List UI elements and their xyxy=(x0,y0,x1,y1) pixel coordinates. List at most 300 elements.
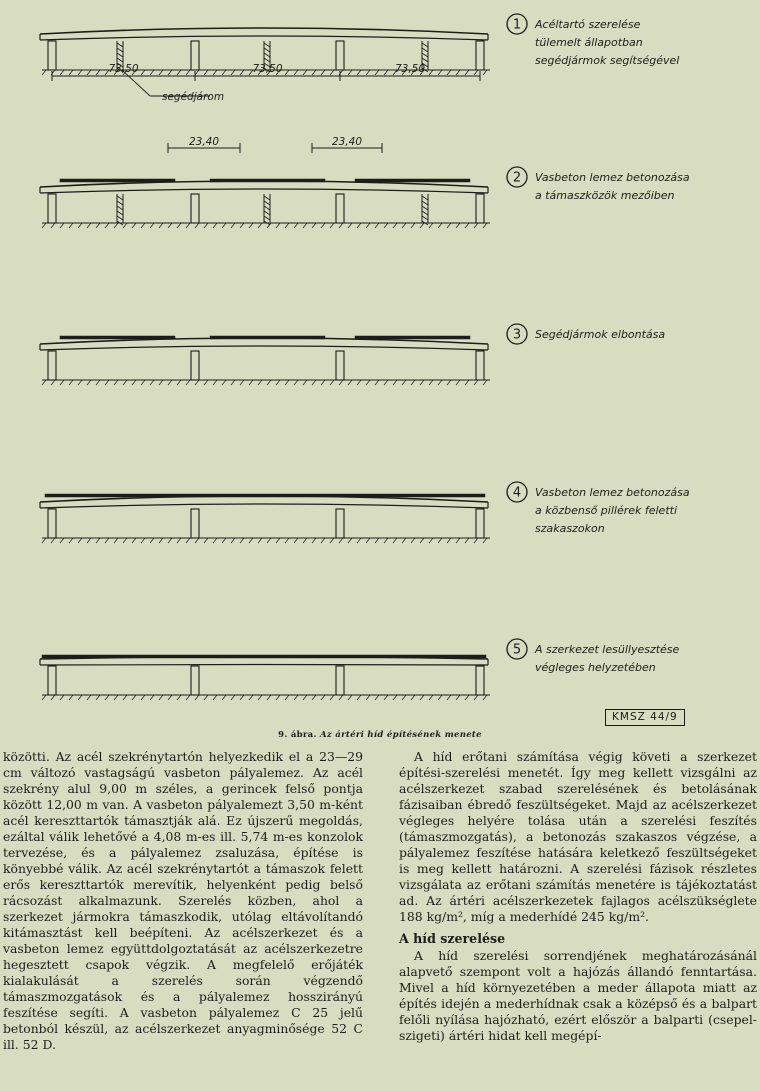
ground-hatch xyxy=(96,223,100,228)
stage-description-line: Vasbeton lemez betonozása xyxy=(535,486,690,499)
ground-hatch xyxy=(159,380,163,385)
ground-hatch xyxy=(456,380,460,385)
trestle-brace xyxy=(422,206,428,210)
ground-hatch xyxy=(51,223,55,228)
ground-hatch xyxy=(240,538,244,543)
ground-hatch xyxy=(393,380,397,385)
ground-hatch xyxy=(222,538,226,543)
ground-hatch xyxy=(159,538,163,543)
girder-bottom xyxy=(40,665,488,666)
ground-hatch xyxy=(258,695,262,700)
ground-hatch xyxy=(429,70,433,75)
ground-hatch xyxy=(348,223,352,228)
ground-hatch xyxy=(42,538,46,543)
ground-hatch xyxy=(42,380,46,385)
ground-hatch xyxy=(150,380,154,385)
ground-hatch xyxy=(78,538,82,543)
ground-hatch xyxy=(150,695,154,700)
ground-hatch xyxy=(96,538,100,543)
trestle-brace xyxy=(117,196,123,200)
trestle-brace xyxy=(422,211,428,215)
pier xyxy=(476,666,484,695)
ground-hatch xyxy=(87,223,91,228)
body-paragraph: közötti. Az acél szekrénytartón helyezkedik el a 23—29 cm változó vastagságú vasbeton pályalemez. Az acél szekrény alul 9,00 m széles, a gerincek felső pontja között 12,00 m van. A vasbeton pályalemezt 3,50 m-ként acél kereszttartók támasztják alá. Ez újszerű megoldás, ezáltal válik lehetővé a 4,08 m-es ill. 5,74 m-es konzolok tervezése, és a pályalemez zsaluzása, építése is könyebbé válik. Az acél szekrénytartót a támaszok felett erős kereszttartók merevítik, helyenként pedig belső rácsozást alkalmazunk. Szerelés közben, ahol a szerkezet jármokra támaszkodik, utólag eltávolítandó kitámasztást kell beépíteni. Az acélszerkezet és a vasbeton lemez együttdolgoztatását az acélszerkezetre hegesztett csapok végzik. A megfelelő erőjáték kialakulását a szerelés során végzendő támaszmozgatások és a pályalemez hosszirányú feszítése segíti. A vasbeton pályalemez C 25 jelű betonból készül, az acélszerkezet anyagminősége 52 C ill. 52 D. xyxy=(3,749,363,1052)
trestle-brace xyxy=(117,216,123,220)
ground-hatch xyxy=(384,538,388,543)
ground-hatch xyxy=(195,380,199,385)
ground-hatch xyxy=(438,695,442,700)
ground-hatch xyxy=(186,538,190,543)
pier xyxy=(336,509,344,538)
ground-hatch xyxy=(78,223,82,228)
ground-hatch xyxy=(213,70,217,75)
ground-hatch xyxy=(330,380,334,385)
ground-hatch xyxy=(231,70,235,75)
trestle-brace xyxy=(422,58,428,62)
stage-description-line: szakaszokon xyxy=(535,522,605,535)
ground-hatch xyxy=(366,695,370,700)
ground-hatch xyxy=(123,380,127,385)
ground-hatch xyxy=(357,70,361,75)
ground-hatch xyxy=(96,380,100,385)
ground-hatch xyxy=(177,380,181,385)
ground-hatch xyxy=(375,380,379,385)
ground-hatch xyxy=(276,538,280,543)
ground-hatch xyxy=(213,223,217,228)
ground-hatch xyxy=(420,538,424,543)
caption-number: 9. ábra. xyxy=(278,730,317,740)
ground-hatch xyxy=(222,380,226,385)
ground-hatch xyxy=(411,223,415,228)
ground-hatch xyxy=(276,695,280,700)
ground-hatch xyxy=(60,380,64,385)
ground-hatch xyxy=(240,380,244,385)
ground-hatch xyxy=(474,223,478,228)
ground-hatch xyxy=(420,695,424,700)
ground-hatch xyxy=(285,695,289,700)
stage-description-line: Segédjármok elbontása xyxy=(535,328,666,341)
pier xyxy=(476,41,484,70)
pier xyxy=(336,194,344,223)
ground-hatch xyxy=(429,538,433,543)
span-dimension-label: 73,50 xyxy=(252,63,283,75)
ground-hatch xyxy=(195,70,199,75)
stage-description-line: végleges helyzetében xyxy=(535,661,656,674)
ground-hatch xyxy=(330,538,334,543)
trestle-brace xyxy=(264,58,270,62)
ground-hatch xyxy=(150,538,154,543)
ground-hatch xyxy=(240,223,244,228)
pier xyxy=(476,351,484,380)
ground-hatch xyxy=(69,538,73,543)
ground-hatch xyxy=(141,70,145,75)
ground-hatch xyxy=(240,695,244,700)
ground-hatch xyxy=(150,223,154,228)
ground-hatch xyxy=(267,695,271,700)
trestle-brace xyxy=(264,211,270,215)
girder-bottom xyxy=(40,36,488,40)
stage-3-sketch xyxy=(40,324,665,385)
ground-hatch xyxy=(456,70,460,75)
ground-hatch xyxy=(447,70,451,75)
stage-number: 5 xyxy=(512,642,522,658)
ground-hatch xyxy=(42,695,46,700)
trestle-brace xyxy=(422,201,428,205)
concrete-slab-segment xyxy=(60,179,175,182)
ground-hatch xyxy=(375,70,379,75)
stage-number: 1 xyxy=(512,17,522,33)
ground-hatch xyxy=(438,70,442,75)
ground-hatch xyxy=(339,380,343,385)
ground-hatch xyxy=(384,695,388,700)
ground-hatch xyxy=(114,223,118,228)
ground-hatch xyxy=(321,538,325,543)
ground-hatch xyxy=(222,695,226,700)
ground-hatch xyxy=(60,538,64,543)
ground-hatch xyxy=(168,695,172,700)
ground-hatch xyxy=(168,380,172,385)
ground-hatch xyxy=(465,538,469,543)
ground-hatch xyxy=(465,223,469,228)
ground-hatch xyxy=(69,223,73,228)
trestle-brace xyxy=(264,48,270,52)
trestle-brace xyxy=(117,211,123,215)
ground-hatch xyxy=(294,70,298,75)
ground-hatch xyxy=(339,695,343,700)
girder-bottom xyxy=(40,346,488,350)
pier xyxy=(191,41,199,70)
ground-hatch xyxy=(330,70,334,75)
ground-hatch xyxy=(204,223,208,228)
pier xyxy=(48,666,56,695)
ground-hatch xyxy=(420,223,424,228)
pier xyxy=(48,194,56,223)
ground-hatch xyxy=(159,70,163,75)
concrete-slab-segment xyxy=(60,336,175,339)
girder-bottom xyxy=(40,504,488,508)
stage-description-line: a támaszközök mezőiben xyxy=(535,189,675,202)
ground-hatch xyxy=(393,695,397,700)
ground-hatch xyxy=(303,695,307,700)
ground-hatch xyxy=(294,695,298,700)
slab-dimension-label: 23,40 xyxy=(331,136,363,148)
caption-text: Az ártéri híd építésének menete xyxy=(320,730,482,740)
ground-hatch xyxy=(330,695,334,700)
concrete-slab-segment xyxy=(42,655,486,658)
ground-hatch xyxy=(357,223,361,228)
ground-hatch xyxy=(384,70,388,75)
trestle-brace xyxy=(264,206,270,210)
ground-hatch xyxy=(267,380,271,385)
girder-bottom xyxy=(40,189,488,193)
ground-hatch xyxy=(366,380,370,385)
ground-hatch xyxy=(456,538,460,543)
ground-hatch xyxy=(465,380,469,385)
pier xyxy=(191,509,199,538)
ground-hatch xyxy=(87,695,91,700)
ground-hatch xyxy=(267,538,271,543)
ground-hatch xyxy=(276,223,280,228)
ground-hatch xyxy=(285,380,289,385)
ground-hatch xyxy=(456,695,460,700)
ground-hatch xyxy=(168,223,172,228)
trestle-brace xyxy=(264,196,270,200)
helper-trestle xyxy=(264,194,270,225)
pier xyxy=(191,666,199,695)
ground-hatch xyxy=(402,223,406,228)
ground-hatch xyxy=(429,695,433,700)
ground-hatch xyxy=(303,380,307,385)
trestle-brace xyxy=(422,53,428,57)
ground-hatch xyxy=(429,223,433,228)
pier xyxy=(476,509,484,538)
ground-hatch xyxy=(438,380,442,385)
ground-hatch xyxy=(123,695,127,700)
ground-hatch xyxy=(366,538,370,543)
ground-hatch xyxy=(222,223,226,228)
ground-hatch xyxy=(132,380,136,385)
ground-hatch xyxy=(87,538,91,543)
helper-trestle xyxy=(117,194,123,225)
ground-hatch xyxy=(141,538,145,543)
trestle-brace xyxy=(117,206,123,210)
ground-hatch xyxy=(213,695,217,700)
ground-hatch xyxy=(150,70,154,75)
ground-hatch xyxy=(312,223,316,228)
ground-hatch xyxy=(303,538,307,543)
ground-hatch xyxy=(141,223,145,228)
ground-hatch xyxy=(249,695,253,700)
concrete-slab-segment xyxy=(210,336,325,339)
ground-hatch xyxy=(78,695,82,700)
ground-hatch xyxy=(465,695,469,700)
ground-hatch xyxy=(87,70,91,75)
ground-hatch xyxy=(474,380,478,385)
ground-hatch xyxy=(186,695,190,700)
ground-hatch xyxy=(393,223,397,228)
ground-hatch xyxy=(249,223,253,228)
ground-hatch xyxy=(366,70,370,75)
ground-hatch xyxy=(186,380,190,385)
ground-hatch xyxy=(285,223,289,228)
ground-hatch xyxy=(321,70,325,75)
ground-hatch xyxy=(456,223,460,228)
stage-4-sketch xyxy=(40,482,690,543)
ground-hatch xyxy=(348,380,352,385)
ground-hatch xyxy=(249,538,253,543)
figure-stamp: KMSZ 44/9 xyxy=(605,709,685,726)
ground-hatch xyxy=(357,380,361,385)
ground-hatch xyxy=(60,70,64,75)
ground-hatch xyxy=(51,380,55,385)
ground-hatch xyxy=(60,695,64,700)
stage-description-line: segédjármok segítségével xyxy=(535,54,680,67)
stage-5-sketch xyxy=(40,639,680,700)
ground-hatch xyxy=(114,538,118,543)
ground-hatch xyxy=(303,70,307,75)
ground-hatch xyxy=(195,538,199,543)
ground-hatch xyxy=(51,695,55,700)
ground-hatch xyxy=(132,695,136,700)
ground-hatch xyxy=(87,380,91,385)
ground-hatch xyxy=(348,538,352,543)
pier xyxy=(48,351,56,380)
ground-hatch xyxy=(276,380,280,385)
helper-trestle xyxy=(422,194,428,225)
ground-hatch xyxy=(177,70,181,75)
concrete-slab-segment xyxy=(355,336,470,339)
ground-hatch xyxy=(204,695,208,700)
pier xyxy=(476,194,484,223)
ground-hatch xyxy=(168,70,172,75)
ground-hatch xyxy=(339,538,343,543)
ground-hatch xyxy=(402,538,406,543)
concrete-slab-segment xyxy=(355,179,470,182)
ground-hatch xyxy=(474,695,478,700)
ground-hatch xyxy=(447,538,451,543)
ground-hatch xyxy=(330,223,334,228)
ground-hatch xyxy=(357,695,361,700)
ground-hatch xyxy=(384,223,388,228)
stage-description-line: Vasbeton lemez betonozása xyxy=(535,171,690,184)
trestle-brace xyxy=(117,48,123,52)
stage-number: 3 xyxy=(512,327,522,343)
ground-hatch xyxy=(141,695,145,700)
ground-hatch xyxy=(132,538,136,543)
ground-hatch xyxy=(312,380,316,385)
ground-hatch xyxy=(132,223,136,228)
span-dimension-label: 73,50 xyxy=(108,63,139,75)
slab-dimension-label: 23,40 xyxy=(188,136,220,148)
ground-hatch xyxy=(204,70,208,75)
ground-hatch xyxy=(411,380,415,385)
ground-hatch xyxy=(447,380,451,385)
ground-hatch xyxy=(474,538,478,543)
ground-hatch xyxy=(312,538,316,543)
ground-hatch xyxy=(339,223,343,228)
ground-hatch xyxy=(213,538,217,543)
trestle-brace xyxy=(422,48,428,52)
ground-hatch xyxy=(114,695,118,700)
stage-number: 2 xyxy=(512,170,522,186)
ground-hatch xyxy=(78,380,82,385)
ground-hatch xyxy=(357,538,361,543)
pier xyxy=(336,41,344,70)
ground-hatch xyxy=(105,538,109,543)
ground-hatch xyxy=(114,380,118,385)
ground-hatch xyxy=(222,70,226,75)
trestle-brace xyxy=(264,201,270,205)
ground-hatch xyxy=(240,70,244,75)
ground-hatch xyxy=(69,380,73,385)
pier xyxy=(48,509,56,538)
ground-hatch xyxy=(438,223,442,228)
ground-hatch xyxy=(294,223,298,228)
ground-hatch xyxy=(375,538,379,543)
ground-hatch xyxy=(51,538,55,543)
ground-hatch xyxy=(177,223,181,228)
ground-hatch xyxy=(402,695,406,700)
stage-description-line: a közbenső pillérek feletti xyxy=(535,504,678,517)
ground-hatch xyxy=(60,223,64,228)
trestle-brace xyxy=(264,216,270,220)
ground-hatch xyxy=(285,538,289,543)
ground-hatch xyxy=(96,695,100,700)
ground-hatch xyxy=(177,695,181,700)
ground-hatch xyxy=(123,538,127,543)
ground-hatch xyxy=(168,538,172,543)
stage-number: 4 xyxy=(512,485,522,501)
ground-hatch xyxy=(474,70,478,75)
ground-hatch xyxy=(321,380,325,385)
ground-hatch xyxy=(42,223,46,228)
pier xyxy=(336,351,344,380)
ground-hatch xyxy=(411,538,415,543)
ground-hatch xyxy=(294,380,298,385)
text-column-right xyxy=(399,749,757,1044)
ground-hatch xyxy=(258,538,262,543)
ground-hatch xyxy=(321,695,325,700)
ground-hatch xyxy=(105,223,109,228)
ground-hatch xyxy=(186,70,190,75)
ground-hatch xyxy=(312,695,316,700)
ground-hatch xyxy=(375,223,379,228)
pier xyxy=(336,666,344,695)
trestle-brace xyxy=(422,43,428,47)
ground-hatch xyxy=(303,223,307,228)
ground-hatch xyxy=(447,695,451,700)
stage-description-line: Acéltartó szerelése xyxy=(535,18,641,31)
trestle-brace xyxy=(117,53,123,57)
stage-2-sketch xyxy=(40,167,690,228)
ground-hatch xyxy=(411,695,415,700)
ground-hatch xyxy=(285,70,289,75)
trestle-brace xyxy=(422,216,428,220)
body-paragraph: A híd szerelési sorrendjének meghatározásánál alapvető szempont volt a hajózás állandó fenntartása. Mivel a híd környezetében a meder állapota miatt az építés idején a mederhídnak csak a középső és a balpart felőli nyílása hajózható, ezért először a balparti (csepel-szigeti) ártéri hidat kell megépí- xyxy=(399,948,757,1043)
ground-hatch xyxy=(483,538,487,543)
ground-hatch xyxy=(366,223,370,228)
concrete-slab-segment xyxy=(45,494,485,497)
ground-hatch xyxy=(105,380,109,385)
stage-description-line: tülemelt állapotban xyxy=(535,36,643,49)
ground-hatch xyxy=(438,538,442,543)
helper-label: segédjárom xyxy=(162,91,225,103)
trestle-brace xyxy=(117,43,123,47)
body-paragraph: A híd erőtani számítása végig követi a szerkezet építési-szerelési menetét. Így meg kellett vizsgálni az acélszerkezet szabad szerelésének és betolásának fázisaiban ébredő feszültségeket. Majd az acélszerkezet végleges helyére tolása után a szerelési feszítés (támaszmozgatás), a betonozás szakaszos végzése, a pályalemez feszítése hatására keletkező feszültségeket is meg kellett határozni. A szerelési fázisok részletes vizsgálata az erőtani számítás menetére is tájékoztatást ad. Az ártéri acélszerkezetek fajlagos acélszükséglete 188 kg/m², míg a mederhídé 245 kg/m². xyxy=(399,749,757,924)
pier xyxy=(48,41,56,70)
ground-hatch xyxy=(177,538,181,543)
trestle-brace xyxy=(422,196,428,200)
text-column-left xyxy=(3,749,363,1053)
ground-hatch xyxy=(249,380,253,385)
concrete-slab-segment xyxy=(210,179,325,182)
stage-description-line: A szerkezet lesüllyesztése xyxy=(535,643,680,656)
ground-hatch xyxy=(483,695,487,700)
ground-hatch xyxy=(348,695,352,700)
girder-top xyxy=(40,28,488,34)
ground-hatch xyxy=(465,70,469,75)
ground-hatch xyxy=(321,223,325,228)
ground-hatch xyxy=(204,380,208,385)
ground-hatch xyxy=(141,380,145,385)
ground-hatch xyxy=(69,70,73,75)
section-heading: A híd szerelése xyxy=(399,931,506,946)
ground-hatch xyxy=(42,70,46,75)
ground-hatch xyxy=(123,223,127,228)
ground-hatch xyxy=(447,223,451,228)
ground-hatch xyxy=(231,380,235,385)
ground-hatch xyxy=(393,538,397,543)
